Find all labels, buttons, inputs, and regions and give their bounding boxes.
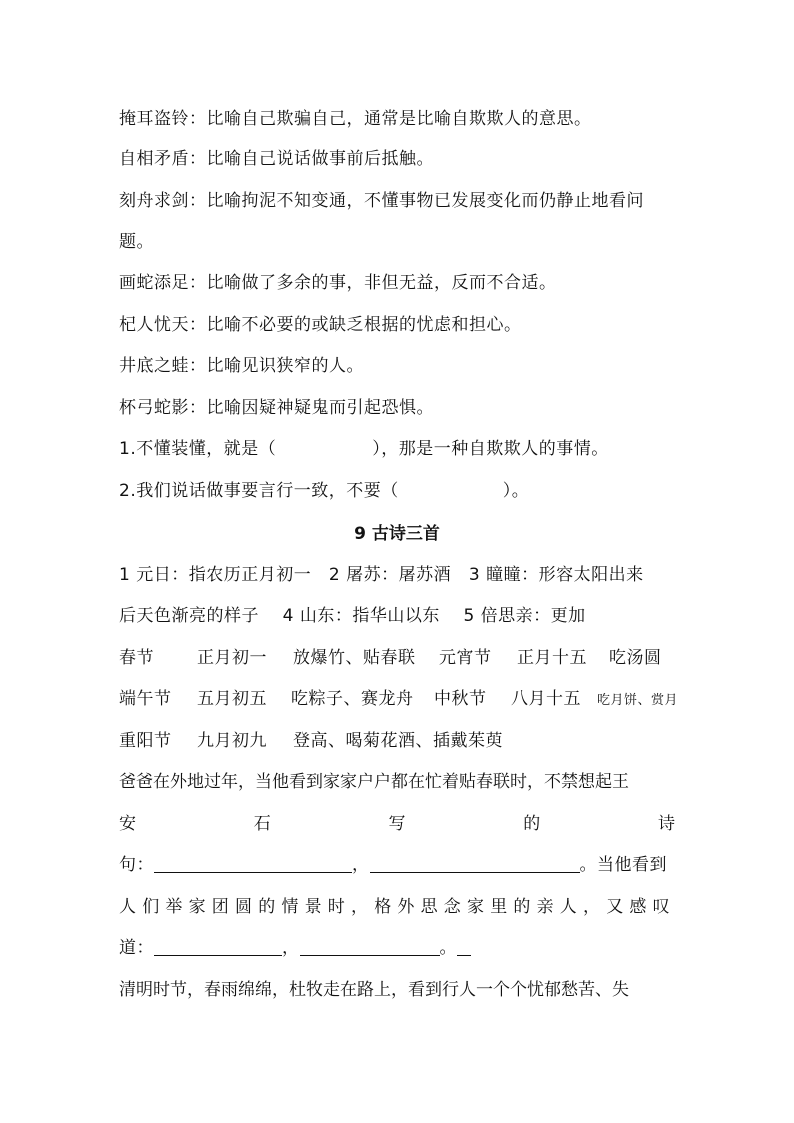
notes-line-1: 1 元日：指农历正月初一 2 屠苏：屠苏酒 3 瞳瞳：形容太阳出来 (119, 565, 644, 585)
passage-line-1: 爸爸在外地过年，当他看到家家户户都在忙着贴春联时，不禁想起王 (119, 772, 629, 792)
question-2-prefix: 2.我们说话做事要言行一致，不要（ (119, 481, 399, 501)
question-2-suffix: ）。 (502, 481, 530, 501)
festival-custom: 吃粽子、赛龙舟 (291, 689, 414, 709)
festival-date: 九月初九 (197, 731, 267, 751)
passage-suffix: 。当他看到 (579, 855, 667, 875)
question-1-suffix: ），那是一种自欺欺人的事情。 (372, 439, 609, 459)
idiom-line-3-cont: 题。 (119, 232, 154, 252)
passage-comma: ， (282, 938, 300, 958)
festival-date-2: 正月十五 (517, 648, 587, 668)
festival-custom-2: 吃月饼、赏月 (597, 693, 679, 708)
question-1-prefix: 1.不懂装懂，就是（ (119, 439, 277, 459)
poem-blank-3[interactable] (154, 937, 282, 956)
festival-name: 春节 (119, 648, 154, 668)
notes-line-2: 后天色渐亮的样子 4 山东：指华山以东 5 倍思亲：更加 (119, 606, 586, 626)
idiom-line-4: 画蛇添足：比喻做了多余的事，非但无益，反而不合适。 (119, 273, 557, 293)
passage-word: 写 (388, 814, 406, 834)
passage-word: 诗 (658, 814, 675, 834)
festival-name-2: 中秋节 (434, 689, 487, 709)
poem-blank-tail (457, 937, 471, 956)
festival-date-2: 八月十五 (511, 689, 581, 709)
passage-line-5 (119, 937, 471, 959)
festival-name: 端午节 (119, 689, 172, 709)
festival-row-1 (119, 647, 662, 669)
festival-name: 重阳节 (119, 731, 172, 751)
festival-row-3 (119, 730, 503, 752)
passage-line-2 (119, 813, 675, 835)
festival-custom-2: 吃汤圆 (609, 648, 662, 668)
idiom-line-2: 自相矛盾：比喻自己说话做事前后抵触。 (119, 149, 434, 169)
passage-prefix: 道： (119, 938, 154, 958)
idiom-line-7: 杯弓蛇影：比喻因疑神疑鬼而引起恐惧。 (119, 398, 434, 418)
festival-row-2 (119, 688, 678, 712)
festival-custom: 放爆竹、贴春联 (293, 648, 416, 668)
passage-line-4: 人们举家团圆的情景时，格外思念家里的亲人，又感叹 (119, 897, 676, 917)
poem-blank-4[interactable] (300, 937, 440, 956)
idiom-line-3: 刻舟求剑：比喻拘泥不知变通，不懂事物已发展变化而仍静止地看问 (119, 191, 644, 211)
festival-date: 正月初一 (197, 648, 267, 668)
idiom-line-5: 杞人忧天：比喻不必要的或缺乏根据的忧虑和担心。 (119, 315, 522, 335)
festival-custom: 登高、喝菊花酒、插戴茱萸 (293, 731, 503, 751)
poem-blank-1[interactable] (154, 854, 352, 873)
festival-date: 五月初五 (197, 689, 267, 709)
passage-prefix: 句： (119, 855, 154, 875)
passage-word: 安 (119, 814, 136, 834)
question-2 (119, 480, 529, 502)
festival-name-2: 元宵节 (439, 648, 492, 668)
section-title: 9 古诗三首 (354, 524, 440, 544)
passage-line-6: 清明时节，春雨绵绵，杜牧走在路上，看到行人一个个忧郁愁苦、失 (119, 980, 629, 1000)
idiom-line-1: 掩耳盗铃：比喻自己欺骗自己，通常是比喻自欺欺人的意思。 (119, 109, 592, 129)
passage-line-3 (119, 854, 667, 876)
question-1 (119, 438, 609, 460)
passage-word: 的 (523, 814, 541, 834)
passage-word: 石 (253, 814, 271, 834)
passage-suffix: 。 (439, 938, 457, 958)
passage-comma: ， (352, 855, 370, 875)
idiom-line-6: 井底之蛙：比喻见识狭窄的人。 (119, 356, 364, 376)
poem-blank-2[interactable] (370, 854, 580, 873)
